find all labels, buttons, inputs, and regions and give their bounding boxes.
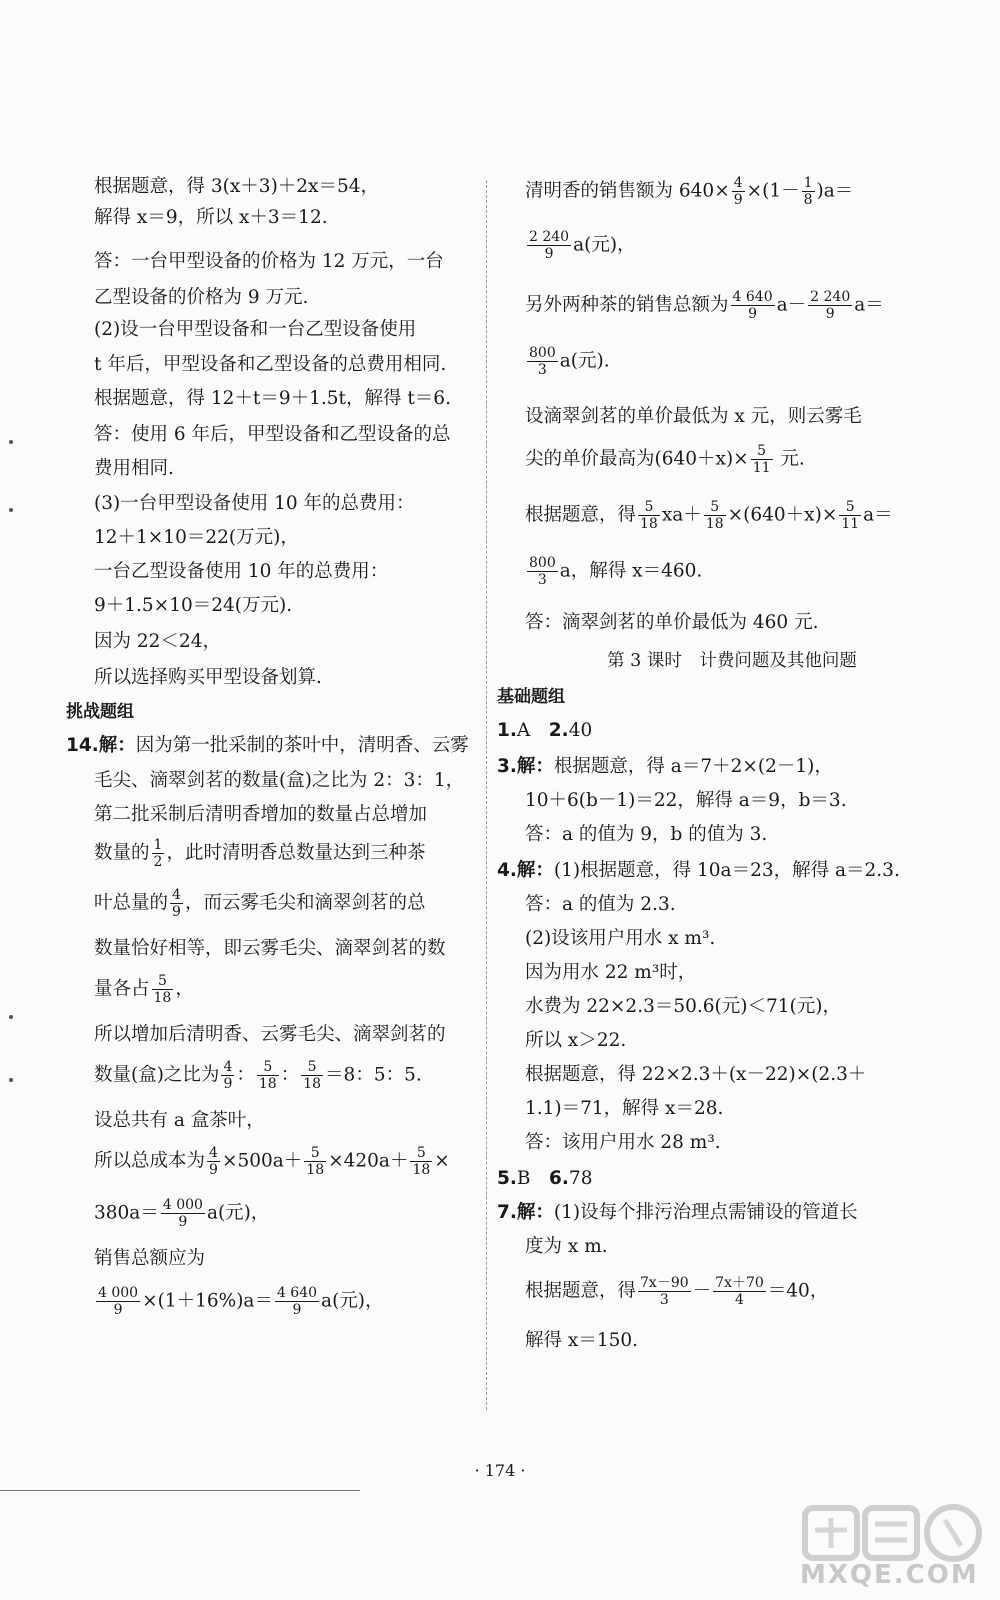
text-segment: ，此时清明香总数量达到三种茶: [166, 842, 426, 864]
text-segment: ＝8：5：5.: [325, 1064, 422, 1086]
scan-dot: [9, 440, 13, 444]
denominator: 4: [713, 1291, 766, 1308]
text-segment: 所以总成本为: [94, 1150, 206, 1172]
text-line: 9＋1.5×10＝24(万元).: [94, 595, 293, 616]
numerator: 2 240: [810, 289, 851, 305]
text-segment: ，而云雾毛尖和滴翠剑茗的总: [184, 892, 426, 914]
text-segment: a，解得 x＝460.: [559, 560, 703, 582]
question-number: 14.: [66, 735, 99, 756]
fraction: [304, 1145, 326, 1178]
text-line: 设滴翠剑茗的单价最低为 x 元，则云雾毛: [525, 406, 862, 427]
numerator: 4 000: [162, 1197, 203, 1213]
text-segment: 根据题意，得: [525, 504, 637, 526]
text-line: t 年后，甲型设备和乙型设备的总费用相同.: [94, 354, 447, 375]
section-heading: 挑战题组: [66, 702, 134, 722]
text-line: 销售总额应为: [94, 1248, 206, 1269]
text-line: 费用相同.: [94, 458, 174, 479]
math-line: [66, 887, 486, 937]
numerator: 5: [644, 499, 654, 515]
solution-label: 解：: [516, 756, 554, 777]
answer: 40: [568, 720, 593, 741]
denominator: 9: [275, 1301, 319, 1318]
text-line: (2)设一台甲型设备和一台乙型设备使用: [94, 319, 417, 340]
fraction: [301, 1059, 323, 1092]
scan-dot: [9, 508, 13, 512]
question-number: 1.: [497, 720, 517, 741]
text-line: 根据题意，得 22×2.3＋(x－22)×(2.3＋: [525, 1064, 867, 1085]
text-segment: 380a＝: [94, 1202, 159, 1224]
denominator: 9: [733, 192, 743, 208]
question-14: [66, 734, 486, 769]
text-line: 12＋1×10＝22(万元)，: [94, 527, 299, 548]
denominator: 3: [638, 1291, 691, 1308]
answer: A: [516, 720, 549, 741]
text-segment: 叶总量的: [94, 892, 169, 914]
text-segment: ：: [236, 1064, 255, 1086]
denominator: 9: [223, 1076, 233, 1092]
question-number: 7.: [497, 1202, 517, 1223]
text-segment: a＝: [863, 504, 893, 526]
answers-1-2: [497, 719, 937, 755]
right-column: [497, 175, 937, 1363]
math-line: [66, 973, 486, 1023]
numerator: 4 640: [732, 289, 773, 305]
text-segment: a(元).: [559, 350, 610, 372]
text-line: 因为用水 22 m³时，: [525, 962, 697, 983]
numerator: 5: [710, 499, 720, 515]
fraction: [96, 1285, 140, 1318]
text-segment: )a＝: [816, 180, 854, 202]
denominator: 11: [752, 460, 771, 476]
denominator: 18: [303, 1076, 322, 1092]
text-segment: 清明香的销售额为 640×: [525, 180, 730, 202]
text-segment: ×420a＋: [328, 1150, 409, 1172]
text-segment: a(元)，: [573, 234, 636, 256]
numerator: 5: [845, 499, 855, 515]
fraction: [839, 499, 861, 532]
text-line: (1)设每个排污治理点需铺设的管道长: [553, 1202, 858, 1223]
denominator: 18: [705, 516, 724, 532]
fraction: [527, 229, 571, 262]
denominator: 11: [841, 516, 860, 532]
fraction: [221, 1059, 234, 1092]
math-line: [497, 443, 937, 499]
text-segment: ×(1－: [746, 180, 800, 202]
math-line: [66, 1285, 486, 1335]
numerator: 800: [529, 555, 556, 571]
text-segment: ×500a＋: [221, 1150, 303, 1172]
denominator: 18: [306, 1162, 325, 1178]
denominator: 9: [172, 904, 181, 920]
denominator: 9: [209, 1162, 218, 1178]
fraction: [638, 499, 660, 532]
text-line: 根据题意，得 12＋t＝9＋1.5t，解得 t＝6.: [94, 388, 451, 409]
fraction: [638, 1275, 691, 1308]
question-number: 3.: [497, 756, 517, 777]
numerator: 7x－90: [640, 1275, 689, 1291]
lesson-title: 第 3 课时 计费问题及其他问题: [607, 651, 857, 671]
text-line: (2)设该用户用水 x m³.: [525, 928, 716, 949]
denominator: 9: [808, 305, 852, 322]
text-segment: 根据题意，得: [525, 1280, 637, 1302]
math-line: [497, 1275, 937, 1329]
math-line: [66, 1197, 486, 1247]
page-number: · 174 ·: [474, 1461, 526, 1480]
text-line: 1.1)＝71，解得 x＝28.: [525, 1098, 724, 1119]
math-line: [497, 229, 937, 289]
denominator: 2: [153, 854, 163, 870]
text-segment: ×: [434, 1150, 450, 1172]
text-segment: ×(640＋x)×: [727, 504, 838, 526]
question-7: [497, 1201, 937, 1235]
text-segment: ×(1＋16%)a＝: [142, 1290, 273, 1312]
text-line: 一台乙型设备使用 10 年的总费用：: [94, 561, 389, 582]
bottom-rule: [0, 1490, 360, 1491]
section-heading: 基础题组: [497, 687, 565, 707]
scan-dot: [9, 1078, 13, 1082]
text-segment: 数量的: [94, 842, 150, 864]
fraction: [713, 1275, 766, 1308]
numerator: 4 000: [98, 1285, 139, 1301]
text-segment: 另外两种茶的销售总额为: [525, 294, 729, 316]
question-number: 6.: [549, 1168, 569, 1189]
denominator: 9: [527, 245, 571, 262]
math-line: [497, 499, 937, 555]
answers-5-6: [497, 1167, 937, 1201]
text-line: 设总共有 a 盒茶叶，: [94, 1110, 265, 1131]
text-line: 答：一台甲型设备的价格为 12 万元，一台: [94, 251, 444, 272]
denominator: 18: [412, 1162, 431, 1178]
question-3: [497, 755, 937, 789]
text-line: (3)一台甲型设备使用 10 年的总费用：: [94, 493, 415, 514]
text-segment: ：: [280, 1064, 300, 1086]
numerator: 1: [153, 837, 163, 853]
numerator: 4: [223, 1059, 233, 1075]
text-line: 根据题意，得 3(x＋3)＋2x＝54，: [94, 176, 380, 197]
fraction: [808, 289, 852, 322]
question-number: 5.: [497, 1168, 517, 1189]
text-segment: 元.: [774, 448, 805, 470]
numerator: 5: [307, 1059, 317, 1075]
numerator: 5: [263, 1059, 273, 1075]
denominator: 3: [527, 571, 558, 588]
numerator: 7x＋70: [715, 1275, 764, 1291]
text-segment: xa＋: [661, 504, 702, 526]
fraction: [527, 555, 558, 588]
text-segment: 数量(盒)之比为: [94, 1064, 220, 1086]
fraction: [152, 973, 174, 1006]
fraction: [207, 1145, 220, 1178]
text-line: 度为 x m.: [525, 1236, 608, 1257]
denominator: 8: [803, 192, 813, 208]
denominator: 9: [96, 1301, 140, 1318]
numerator: 4: [733, 175, 743, 191]
text-segment: ，: [175, 978, 194, 1000]
solution-label: 解：: [98, 735, 136, 756]
numerator: 5: [757, 443, 767, 459]
fraction: [527, 345, 558, 378]
text-segment: a(元)，: [321, 1290, 384, 1312]
question-number: 2.: [548, 720, 569, 741]
numerator: 5: [416, 1145, 426, 1161]
math-line: [66, 837, 486, 887]
math-line: [497, 289, 937, 345]
denominator: 9: [731, 305, 775, 322]
math-line: [497, 345, 937, 405]
solution-label: 解：: [516, 1202, 554, 1223]
scan-dot: [9, 1015, 13, 1019]
text-segment: a－: [776, 294, 807, 316]
answer: B: [516, 1168, 550, 1189]
numerator: 5: [157, 973, 167, 989]
fraction: [731, 289, 775, 322]
fraction: [802, 175, 815, 208]
text-line: 毛尖、滴翠剑茗的数量(盒)之比为 2：3：1，: [94, 770, 465, 791]
fraction: [732, 175, 745, 208]
math-line: [497, 555, 937, 611]
text-segment: a＝: [854, 294, 884, 316]
denominator: 9: [161, 1213, 205, 1230]
numerator: 800: [529, 345, 556, 361]
text-segment: ＝40，: [767, 1280, 829, 1302]
fraction: [152, 837, 165, 870]
text-line: 水费为 22×2.3＝50.6(元)＜71(元)，: [525, 996, 841, 1017]
denominator: 3: [527, 361, 558, 378]
fraction: [161, 1197, 205, 1230]
numerator: 5: [310, 1145, 320, 1161]
text-line: 根据题意，得 a＝7＋2×(2－1)，: [553, 756, 833, 777]
math-line: [66, 1059, 486, 1109]
fraction: [275, 1285, 319, 1318]
text-line: 所以选择购买甲型设备划算.: [94, 667, 322, 688]
text-line: (1)根据题意，得 10a＝23，解得 a＝2.3.: [553, 860, 900, 881]
text-line: 解得 x＝150.: [525, 1330, 639, 1351]
denominator: 18: [153, 990, 172, 1006]
text-line: 答：a 的值为 2.3.: [525, 894, 676, 915]
fraction: [704, 499, 726, 532]
fraction: [170, 887, 183, 920]
answer: 78: [568, 1168, 593, 1189]
fraction: [751, 443, 773, 476]
numerator: 4: [209, 1145, 218, 1161]
text-line: 解得 x＝9，所以 x＋3＝12.: [94, 207, 328, 228]
text-segment: 量各占: [94, 978, 150, 1000]
fraction: [257, 1059, 279, 1092]
question-number: 4.: [497, 860, 517, 881]
text-segment: －: [692, 1280, 712, 1302]
denominator: 18: [258, 1076, 277, 1092]
text-line: 因为 22＜24，: [94, 631, 221, 652]
text-segment: a(元)，: [206, 1202, 270, 1224]
math-line: [66, 1145, 486, 1197]
numerator: 4: [172, 887, 181, 903]
column-divider: [486, 180, 487, 1410]
text-line: 数量恰好相等，即云雾毛尖、滴翠剑茗的数: [94, 938, 446, 959]
text-line: 答：使用 6 年后，甲型设备和乙型设备的总: [94, 424, 451, 445]
text-segment: 尖的单价最高为(640＋x)×: [525, 448, 749, 470]
text-line: 所以增加后清明香、云雾毛尖、滴翠剑茗的: [94, 1024, 446, 1045]
numerator: 2 240: [529, 229, 570, 245]
text-line: 答：滴翠剑茗的单价最低为 460 元.: [525, 612, 819, 633]
text-line: 答：该用户用水 28 m³.: [525, 1132, 721, 1153]
numerator: 4 640: [276, 1285, 318, 1301]
question-4: [497, 859, 937, 893]
fraction: [410, 1145, 432, 1178]
text-line: 因为第一批采制的茶叶中，清明香、云雾: [135, 735, 469, 756]
text-line: 第二批采制后清明香增加的数量占总增加: [94, 804, 428, 825]
solution-label: 解：: [516, 860, 554, 881]
numerator: 1: [803, 175, 813, 191]
text-line: 乙型设备的价格为 9 万元.: [94, 287, 309, 308]
denominator: 18: [640, 516, 658, 532]
text-line: 10＋6(b－1)＝22，解得 a＝9，b＝3.: [525, 790, 847, 811]
text-line: 所以 x＞22.: [525, 1030, 627, 1051]
math-line: [497, 175, 937, 229]
watermark-text: MXQE.COM: [800, 1560, 979, 1590]
text-line: 答：a 的值为 9，b 的值为 3.: [525, 824, 768, 845]
left-column: [66, 175, 486, 1335]
